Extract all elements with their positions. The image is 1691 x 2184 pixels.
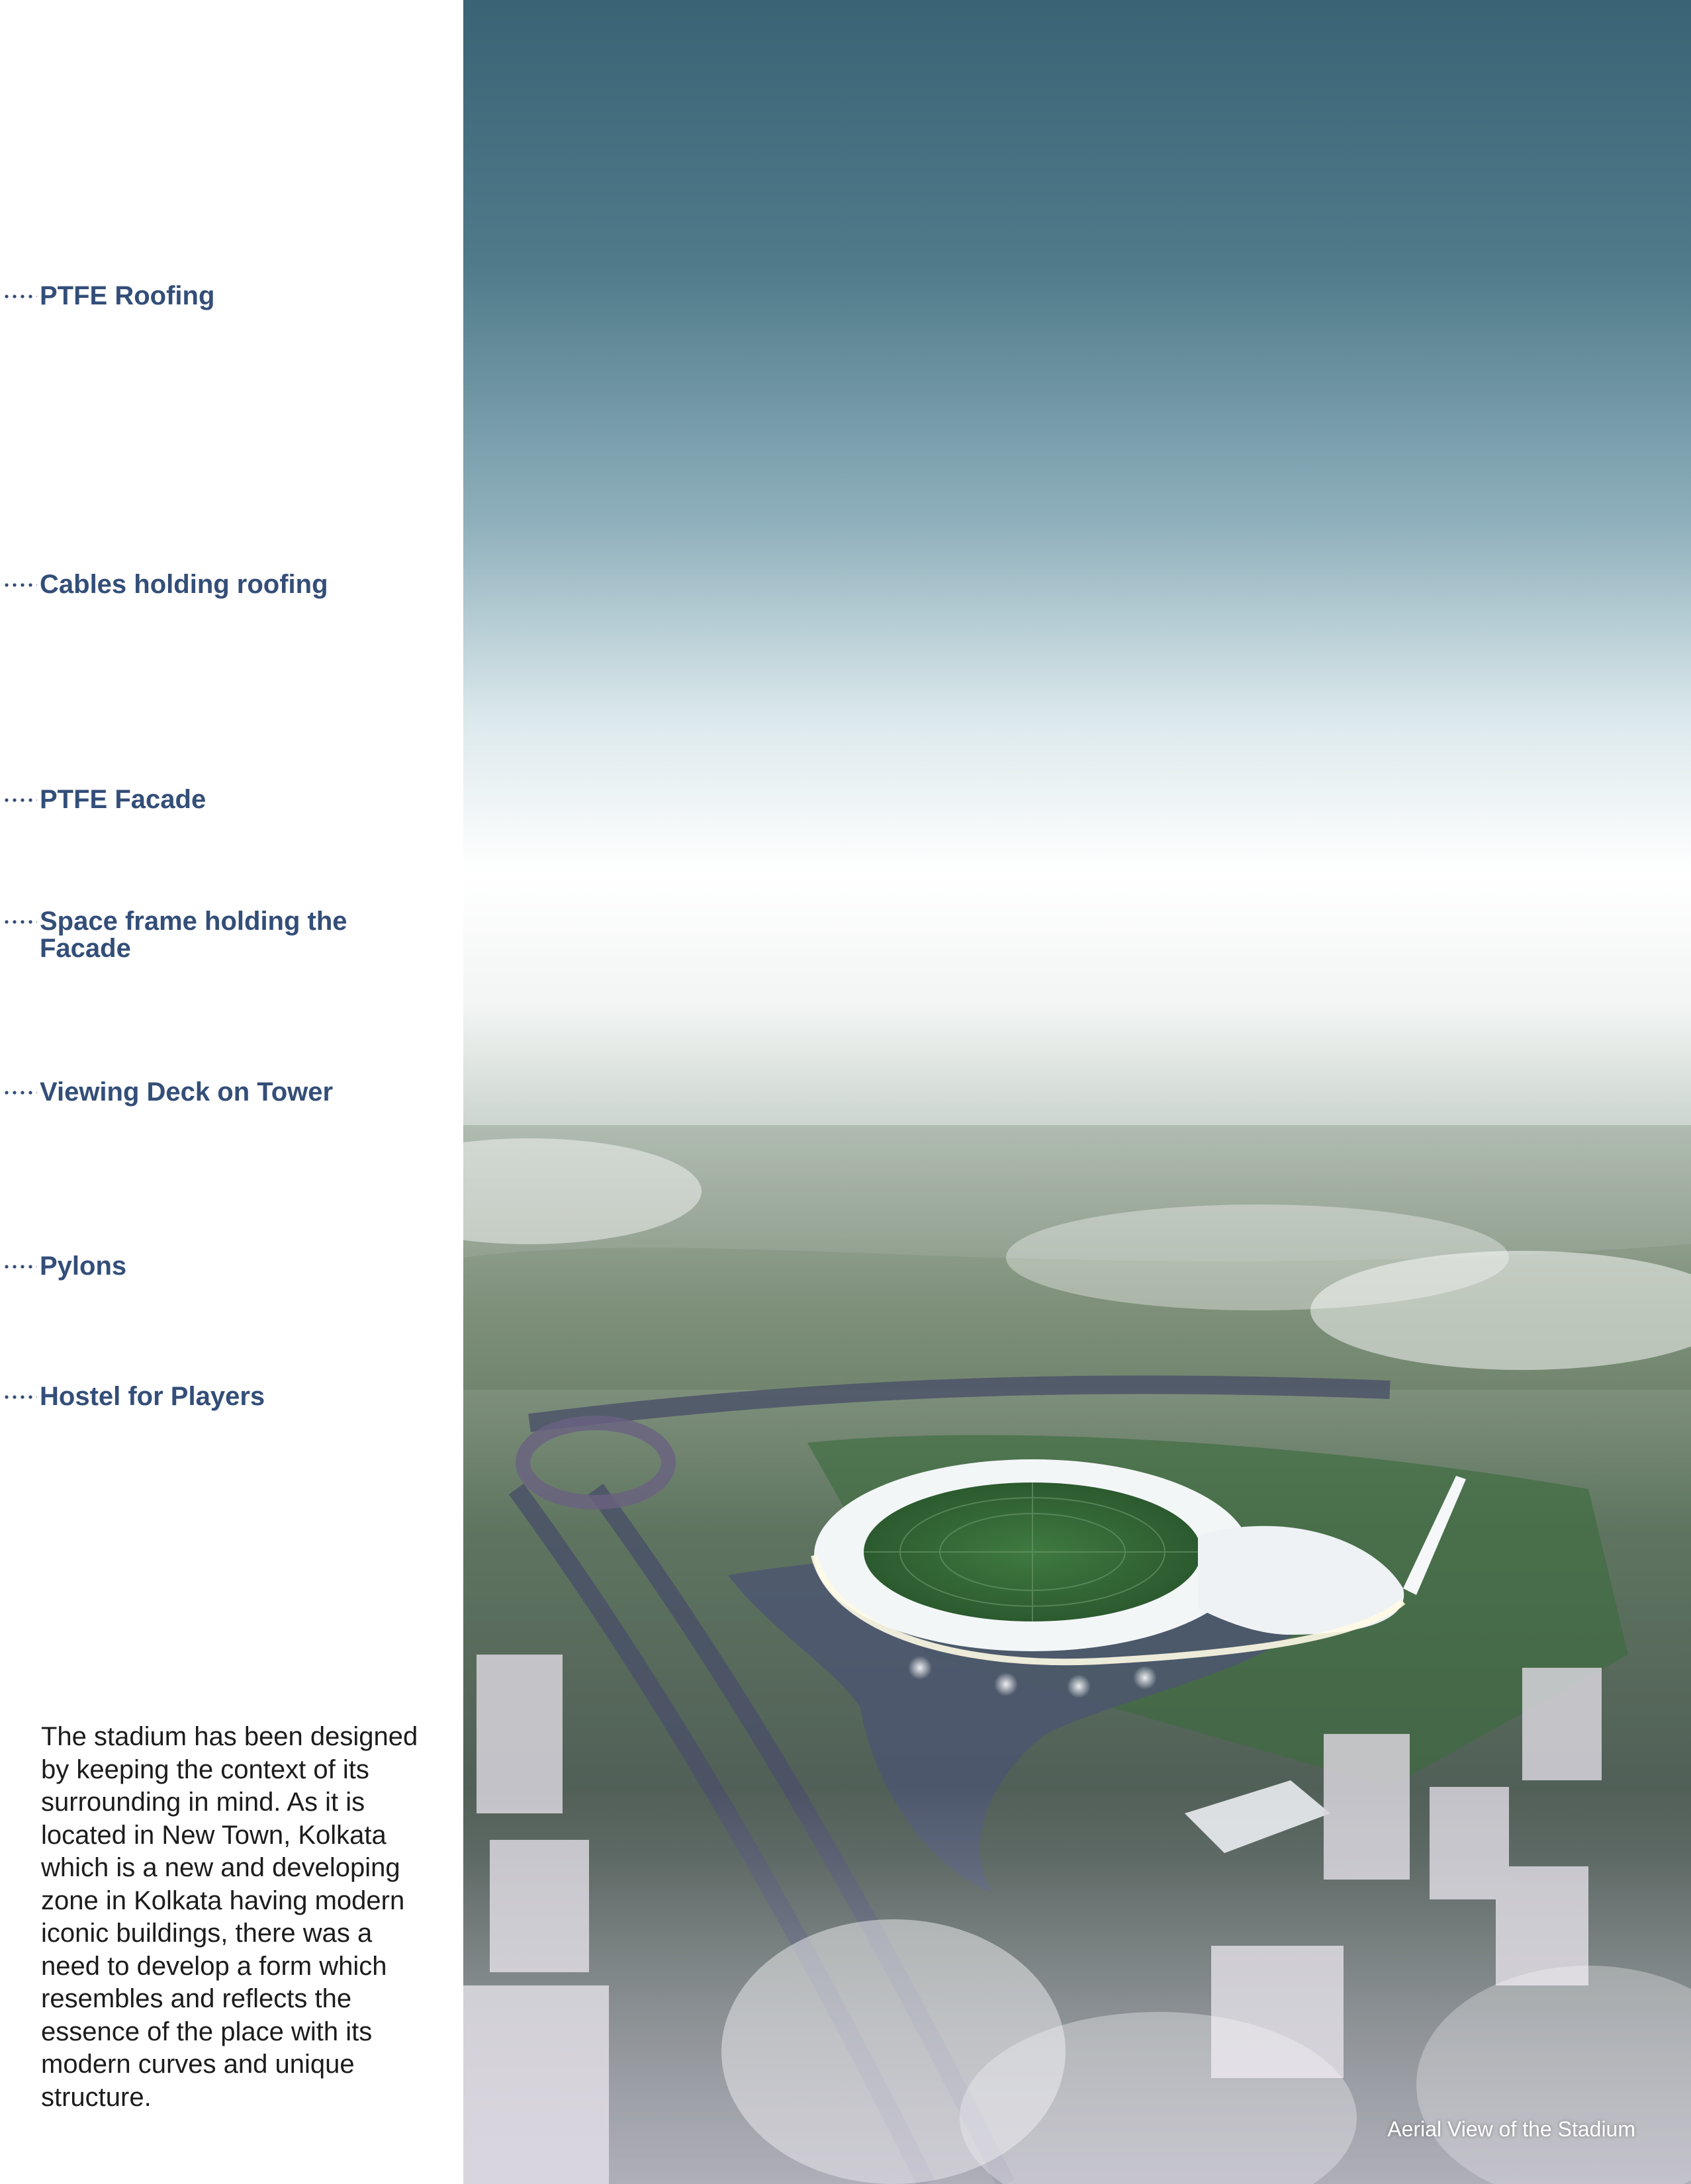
- dotted-leader-line: [0, 908, 40, 935]
- dotted-leader-line: [0, 283, 40, 310]
- dotted-leader-line: [0, 1079, 40, 1106]
- callout-ptfe-facade: [0, 786, 206, 813]
- callout-ptfe-roofing: [0, 283, 214, 310]
- dotted-leader-line: [0, 571, 40, 598]
- callout-viewing-deck: [0, 1079, 333, 1106]
- callout-label: Cables holding roofing: [40, 570, 328, 599]
- callout-label: Viewing Deck on Tower: [40, 1077, 334, 1107]
- callout-label: PTFE Roofing: [40, 281, 215, 310]
- callout-space-frame: [0, 908, 384, 962]
- callout-pylons: [0, 1253, 126, 1280]
- stadium-render-illustration: [463, 0, 1691, 2184]
- dotted-leader-line: [0, 1253, 40, 1280]
- callout-label: Hostel for Players: [40, 1382, 265, 1411]
- callout-label: Space frame holding the Facade: [40, 907, 347, 963]
- callout-label: PTFE Facade: [40, 785, 206, 814]
- project-description: The stadium has been designed by keeping the context of its surrounding in mind. As it is located in New Town, Kolkata which is a new and developing zone in Kolkata having modern iconic buildings, there was a need to develop a form which resembles and reflects the essence of the place with its modern curves and unique structure.: [41, 1722, 418, 2112]
- dotted-leader-line: [0, 786, 40, 813]
- callout-label: Pylons: [40, 1251, 127, 1281]
- annotation-panel: [0, 0, 463, 2184]
- dotted-leader-line: [0, 1383, 40, 1410]
- callout-cables-holding-roofing: [0, 571, 328, 598]
- image-caption: Aerial View of the Stadium: [1387, 2117, 1635, 2141]
- callout-hostel: [0, 1383, 265, 1410]
- aerial-render-image: [463, 0, 1691, 2184]
